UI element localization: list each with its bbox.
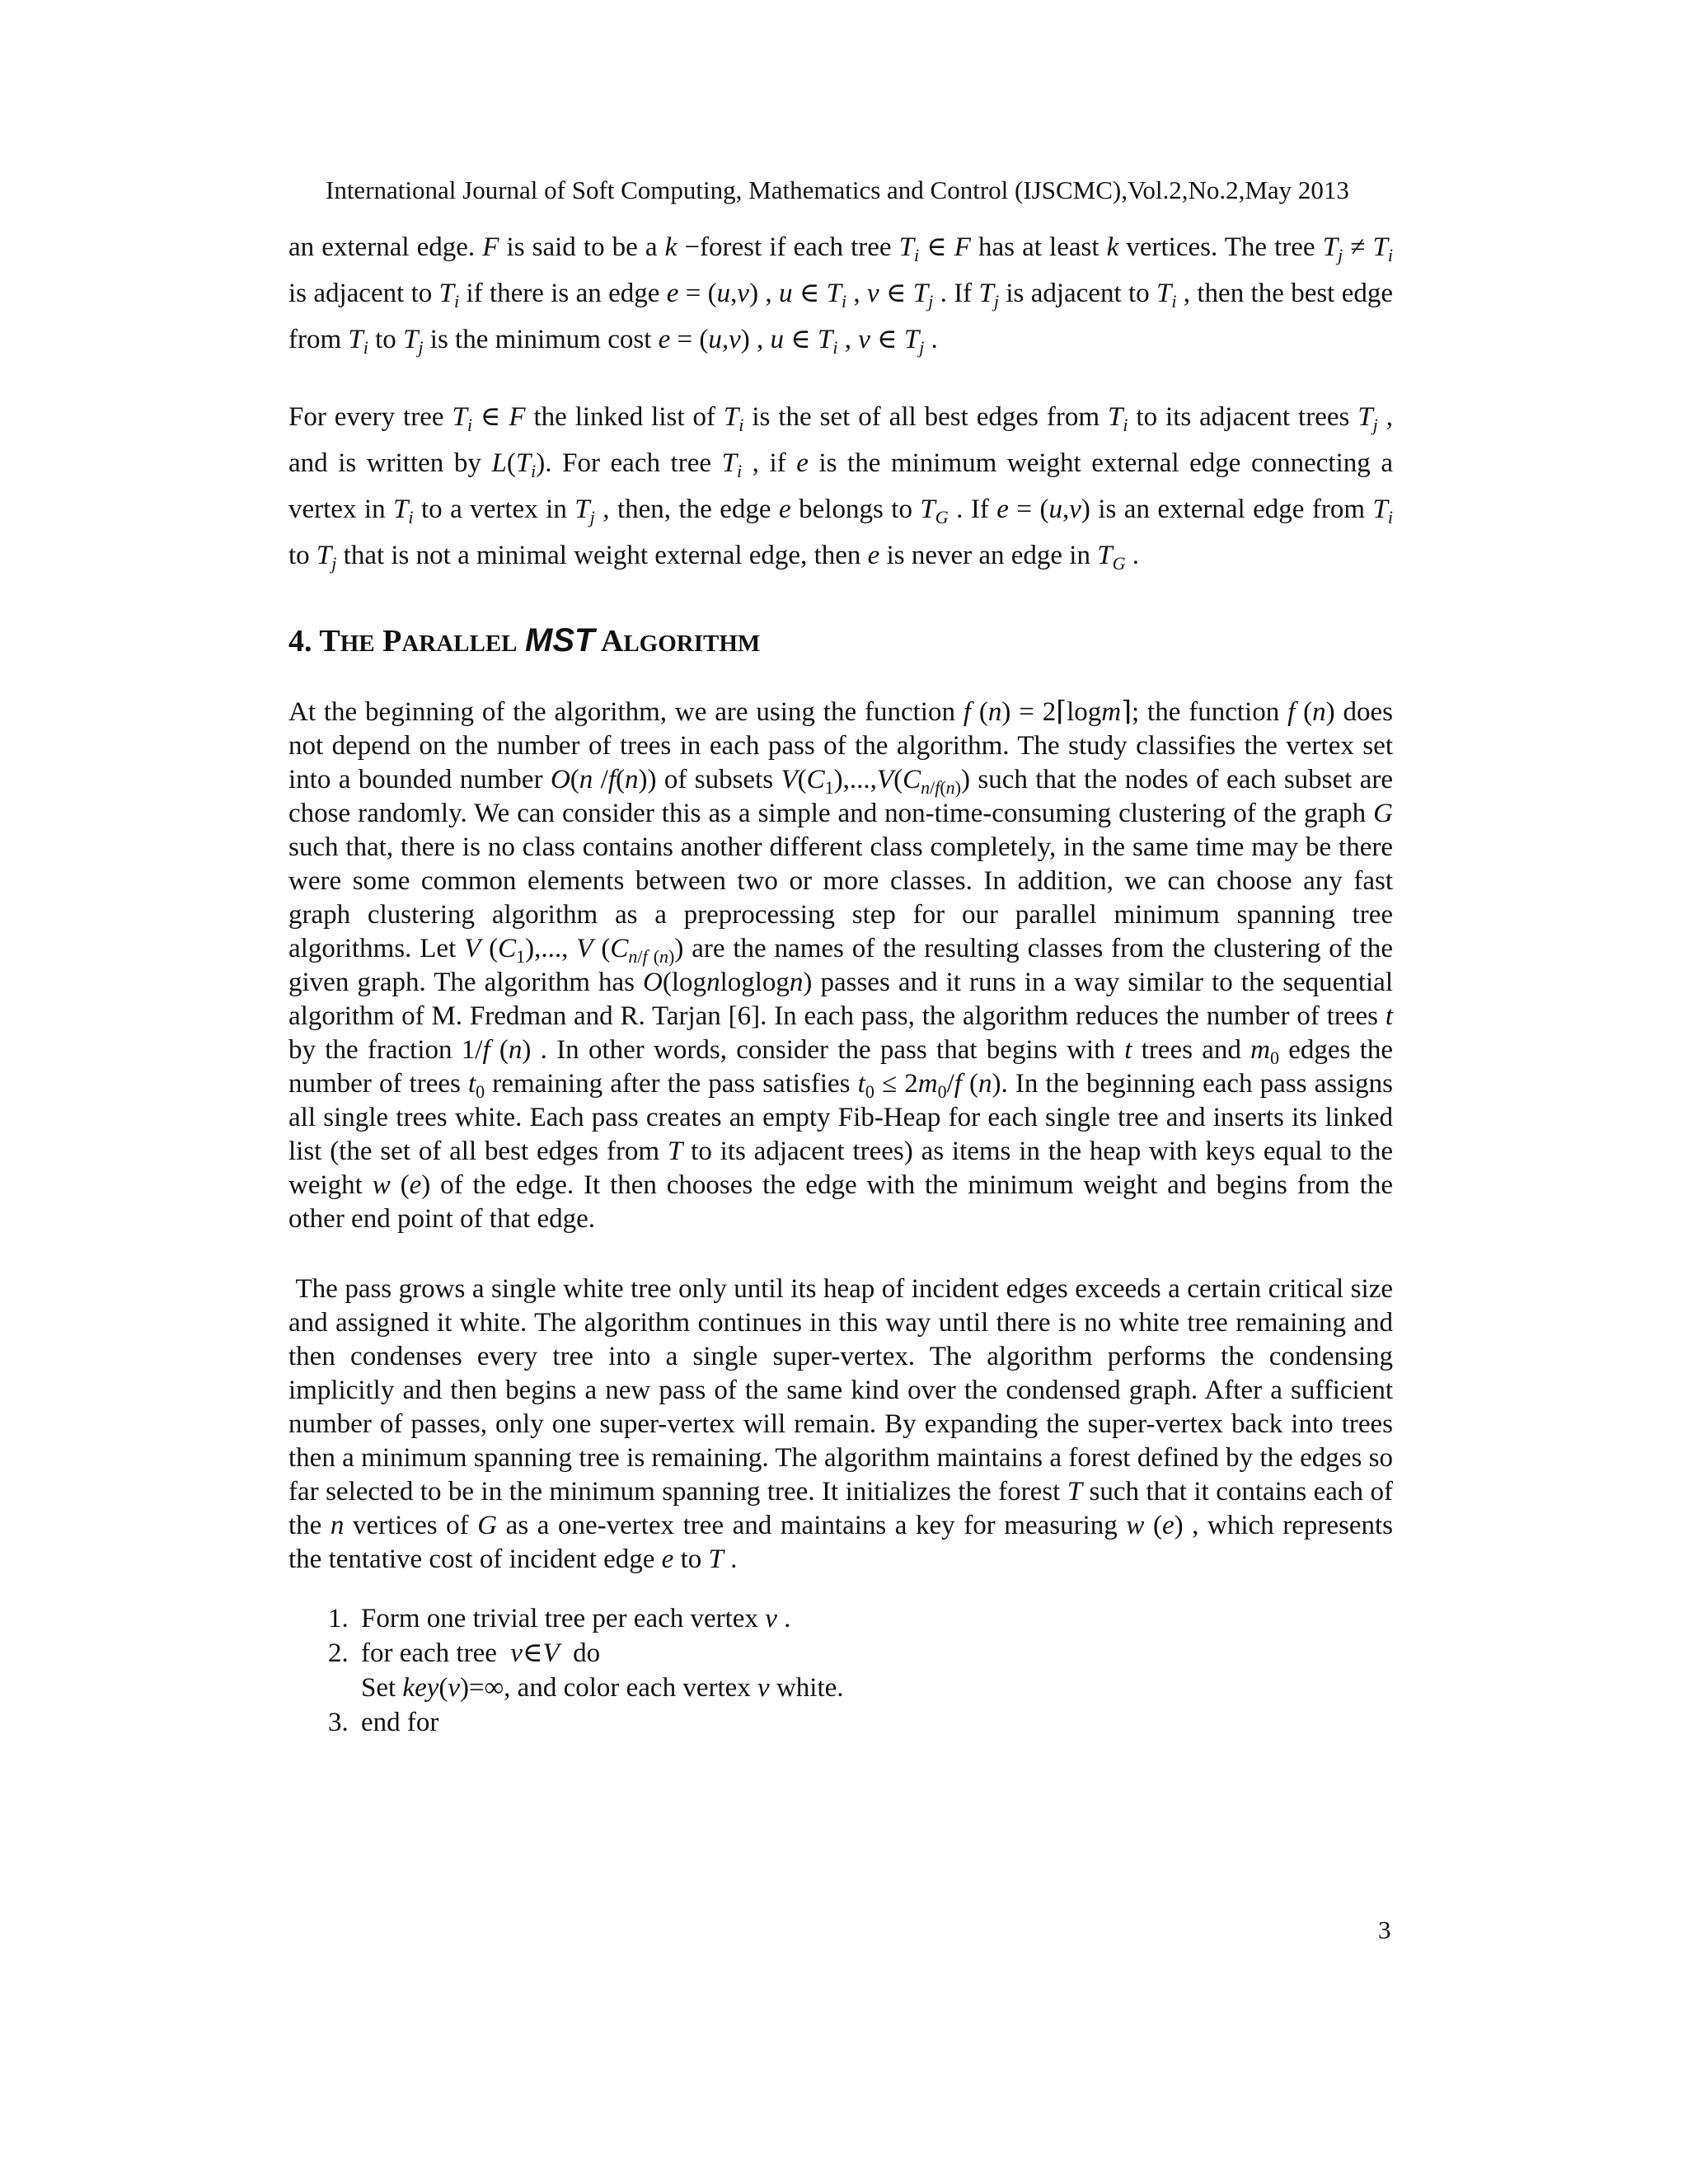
section-heading: 4. THE PARALLEL MST ALGORITHM: [288, 622, 761, 658]
algorithm-steps: [328, 1601, 1393, 1740]
page-number: 3: [1378, 1915, 1391, 1944]
paragraph-forest-definition: an external edge. F is said to be a k −forest if each tree $T_i$ ∈ F has at least k vertices. The tree $T_j \ne T_i$ is adjacent to $T_i$ if there is an edge e = (u,v) , u ∈ $T_i$ , v ∈ $T_j$ . If $T_j$ is adjacent to $T_i$ , then the best edge from $T_i$ to $T_j$ is the minimum cost e = (u,v) , u ∈ $T_i$ , v ∈ $T_j$ .: [288, 232, 1393, 358]
paragraph-algorithm-description: At the beginning of the algorithm, we are using the function f (n) = 2⌈logm⌉; the function f (n) does not depend on the number of trees in each pass of the algorithm. The study classifies the vertex set into a bounded number O(n /f(n)) of subsets $V(C_1),...,V(C_{n/f(n)})$ such that the nodes of each subset are chose randomly. We can consider this as a simple and non-time-consuming clustering of the graph G such that, there is no class contains another different class completely, in the same time may be there were some common elements between two or more classes. In addition, we can choose any fast graph clustering algorithm as a preprocessing step for our parallel minimum spanning tree algorithms. Let V $(C_1)$,..., V $(C_{n/f (n)})$ are the names of the resulting classes from the clustering of the given graph. The algorithm has O(lognloglogn) passes and it runs in a way similar to the sequential algorithm of M. Fredman and R. Tarjan [6]. In each pass, the algorithm reduces the number of trees t by the fraction 1/f (n) . In other words, consider the pass that begins with t trees and $m_0$ edges the number of trees $t_0$ remaining after the pass satisfies $t_0 \le 2m_0/f$ (n). In the beginning each pass assigns all single trees white. Each pass creates an empty Fib-Heap for each single tree and inserts its linked list (the set of all best edges from T to its adjacent trees) as items in the heap with keys equal to the weight w (e) of the edge. It then chooses the edge with the minimum weight and begins from the other end point of that edge.: [288, 697, 1394, 1234]
paragraph-pass-growth: The pass grows a single white tree only until its heap of incident edges exceeds a certain critical size and assigned it white. The algorithm continues in this way until there is no white tree remaining and then condenses every tree into a single super-vertex. The algorithm performs the condensing implicitly and then begins a new pass of the same kind over the condensed graph. After a sufficient number of passes, only one super-vertex will remain. By expanding the super-vertex back into trees then a minimum spanning tree is remaining. The algorithm maintains a forest defined by the edges so far selected to be in the minimum spanning tree. It initializes the forest T such that it contains each of the n vertices of G as a one-vertex tree and maintains a key for measuring w (e) , which represents the tentative cost of incident edge e to T .: [288, 1274, 1393, 1574]
algorithm-step-3: 3. end for: [328, 1708, 439, 1737]
algorithm-step-2: 2. for each tree v∈V do: [328, 1638, 601, 1668]
algorithm-step-2-body: Set key(v)=∞, and color each vertex v white.: [361, 1673, 844, 1703]
algorithm-step-1: 1. Form one trivial tree per each vertex v .: [328, 1604, 791, 1633]
paragraph-linked-list: For every tree $T_i$ ∈ F the linked list of $T_i$ is the set of all best edges from $T_i$ to its adjacent trees $T_j$ , and is written by $L(T_i)$. For each tree $T_i$ , if e is the minimum weight external edge connecting a vertex in $T_i$ to a vertex in $T_j$ , then, the edge e belongs to $T_G$ . If e = (u,v) is an external edge from $T_i$ to $T_j$ that is not a minimal weight external edge, then e is never an edge in $T_G$ .: [288, 402, 1394, 574]
page-content: [288, 224, 1393, 1740]
journal-header: International Journal of Soft Computing, Mathematics and Control (IJSCMC),Vol.2,No.2,May 2013: [326, 176, 1349, 204]
